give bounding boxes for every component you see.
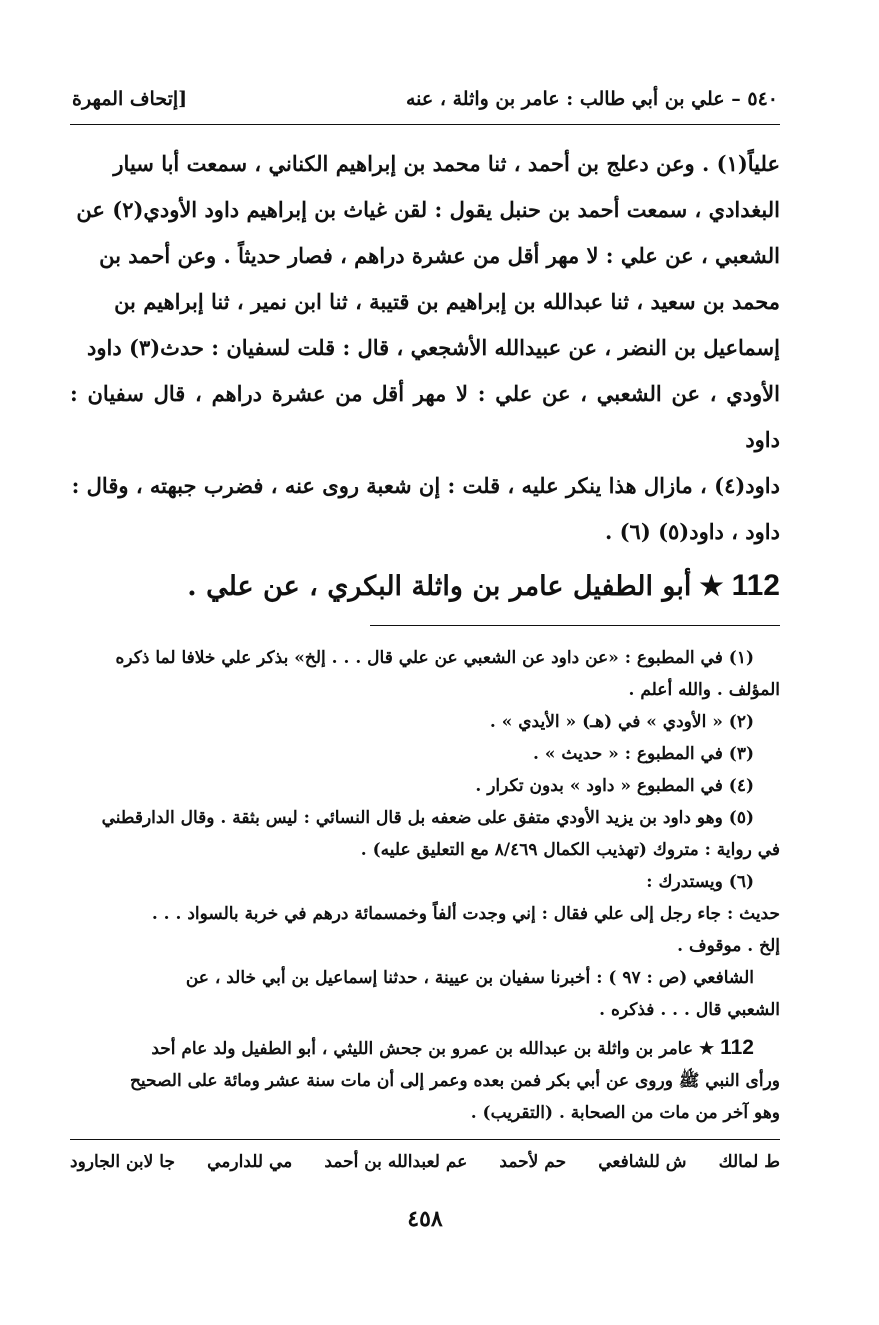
section-number: 112 bbox=[731, 569, 780, 602]
main-line: علياً(١) . وعن دعلج بن أحمد ، ثنا محمد بن إبراهيم الكناني ، سمعت أبا سيار bbox=[113, 151, 780, 176]
running-header bbox=[70, 88, 780, 120]
star-icon: ★ bbox=[699, 570, 724, 602]
main-text bbox=[70, 141, 780, 555]
main-line: إسماعيل بن النضر ، عن عبيدالله الأشجعي ، قال : قلت لسفيان : حدث(٣) داود bbox=[87, 335, 780, 360]
section-title: أبو الطفيل عامر بن واثلة البكري ، عن علي . bbox=[187, 570, 692, 602]
footnote-line: (٦) ويستدرك : bbox=[646, 872, 754, 892]
section-heading bbox=[70, 569, 780, 603]
footnotes bbox=[70, 642, 780, 1026]
header-chapter: ٥٤٠ – علي بن أبي طالب : عامر بن واثلة ، عنه bbox=[405, 88, 778, 110]
footnote-line: (٥) وهو داود بن يزيد الأودي متفق على ضعفه بل قال النسائي : ليس بثقة . وقال الدارقطني bbox=[101, 808, 754, 828]
bio-line bbox=[70, 1032, 780, 1065]
main-line: محمد بن سعيد ، ثنا عبدالله بن إبراهيم بن قتيبة ، ثنا ابن نمير ، ثنا إبراهيم بن bbox=[114, 289, 780, 314]
footnote-line: (١) في المطبوع : «عن داود عن الشعبي عن علي قال . . . إلخ» بذكر علي خلافا لما ذكره bbox=[115, 648, 754, 668]
main-line: داود(٤) ، مازال هذا ينكر عليه ، قلت : إن شعبة روى عنه ، فضرب جبهته ، وقال : bbox=[71, 473, 780, 498]
footnote-line: الشعبي قال . . . فذكره . bbox=[599, 1000, 780, 1020]
bio-line: وهو آخر من مات من الصحابة . (التقريب) . bbox=[470, 1103, 780, 1123]
footnote-line: (٣) في المطبوع : « حديث » . bbox=[533, 744, 754, 764]
page bbox=[70, 88, 780, 1232]
main-line: داود ، داود(٥) (٦) . bbox=[604, 519, 780, 544]
page-number: ٤٥٨ bbox=[407, 1206, 443, 1232]
abbreviations-divider bbox=[70, 1139, 780, 1140]
footnote-line: (٢) « الأودي » في (هـ) « الأيدي » . bbox=[489, 712, 754, 732]
header-book-title: [إتحاف المهرة bbox=[72, 88, 188, 110]
header-divider bbox=[70, 124, 780, 125]
bio-number: 112 bbox=[720, 1036, 754, 1059]
footnote-line: (٤) في المطبوع « داود » بدون تكرار . bbox=[475, 776, 754, 796]
footnote-line: الشافعي (ص : ٩٧ ) : أخبرنا سفيان بن عيينة ، حدثنا إسماعيل بن أبي خالد ، عن bbox=[185, 968, 754, 988]
main-line: الأودي ، عن الشعبي ، عن علي : لا مهر أقل من عشرة دراهم ، قال سفيان : داود bbox=[70, 381, 780, 452]
star-icon: ★ bbox=[698, 1039, 715, 1059]
bio-text: عامر بن واثلة بن عبدالله بن عمرو بن جحش الليثي ، أبو الطفيل ولد عام أحد bbox=[151, 1039, 694, 1059]
main-line: الشعبي ، عن علي : لا مهر أقل من عشرة دراهم ، فصار حديثاً . وعن أحمد بن bbox=[99, 243, 780, 268]
footnote-line: حديث : جاء رجل إلى علي فقال : إني وجدت ألفاً وخمسمائة درهم في خربة بالسواد . . . bbox=[151, 904, 780, 924]
abbreviation-item: مي للدارمي bbox=[207, 1152, 293, 1172]
footnote-line: المؤلف . والله أعلم . bbox=[628, 680, 780, 700]
abbreviations-legend bbox=[70, 1152, 780, 1172]
abbreviation-item: ط لمالك bbox=[718, 1152, 780, 1172]
biography-note bbox=[70, 1032, 780, 1129]
abbreviation-item: عم لعبدالله بن أحمد bbox=[324, 1152, 468, 1172]
bio-line: ورأى النبي ﷺ وروى عن أبي بكر فمن بعده وعمر إلى أن مات سنة عشر ومائة على الصحيح bbox=[129, 1071, 780, 1091]
abbreviation-item: ش للشافعي bbox=[598, 1152, 687, 1172]
abbreviation-item: حم لأحمد bbox=[499, 1152, 567, 1172]
footnote-divider bbox=[370, 625, 780, 626]
abbreviation-item: جا لابن الجارود bbox=[70, 1152, 175, 1172]
footnote-line: في رواية : متروك (تهذيب الكمال ٨/٤٦٩ مع التعليق عليه) . bbox=[360, 840, 780, 860]
main-line: البغدادي ، سمعت أحمد بن حنبل يقول : لقن غياث بن إبراهيم داود الأودي(٢) عن bbox=[76, 197, 780, 222]
footnote-line: إلخ . موقوف . bbox=[677, 936, 780, 956]
